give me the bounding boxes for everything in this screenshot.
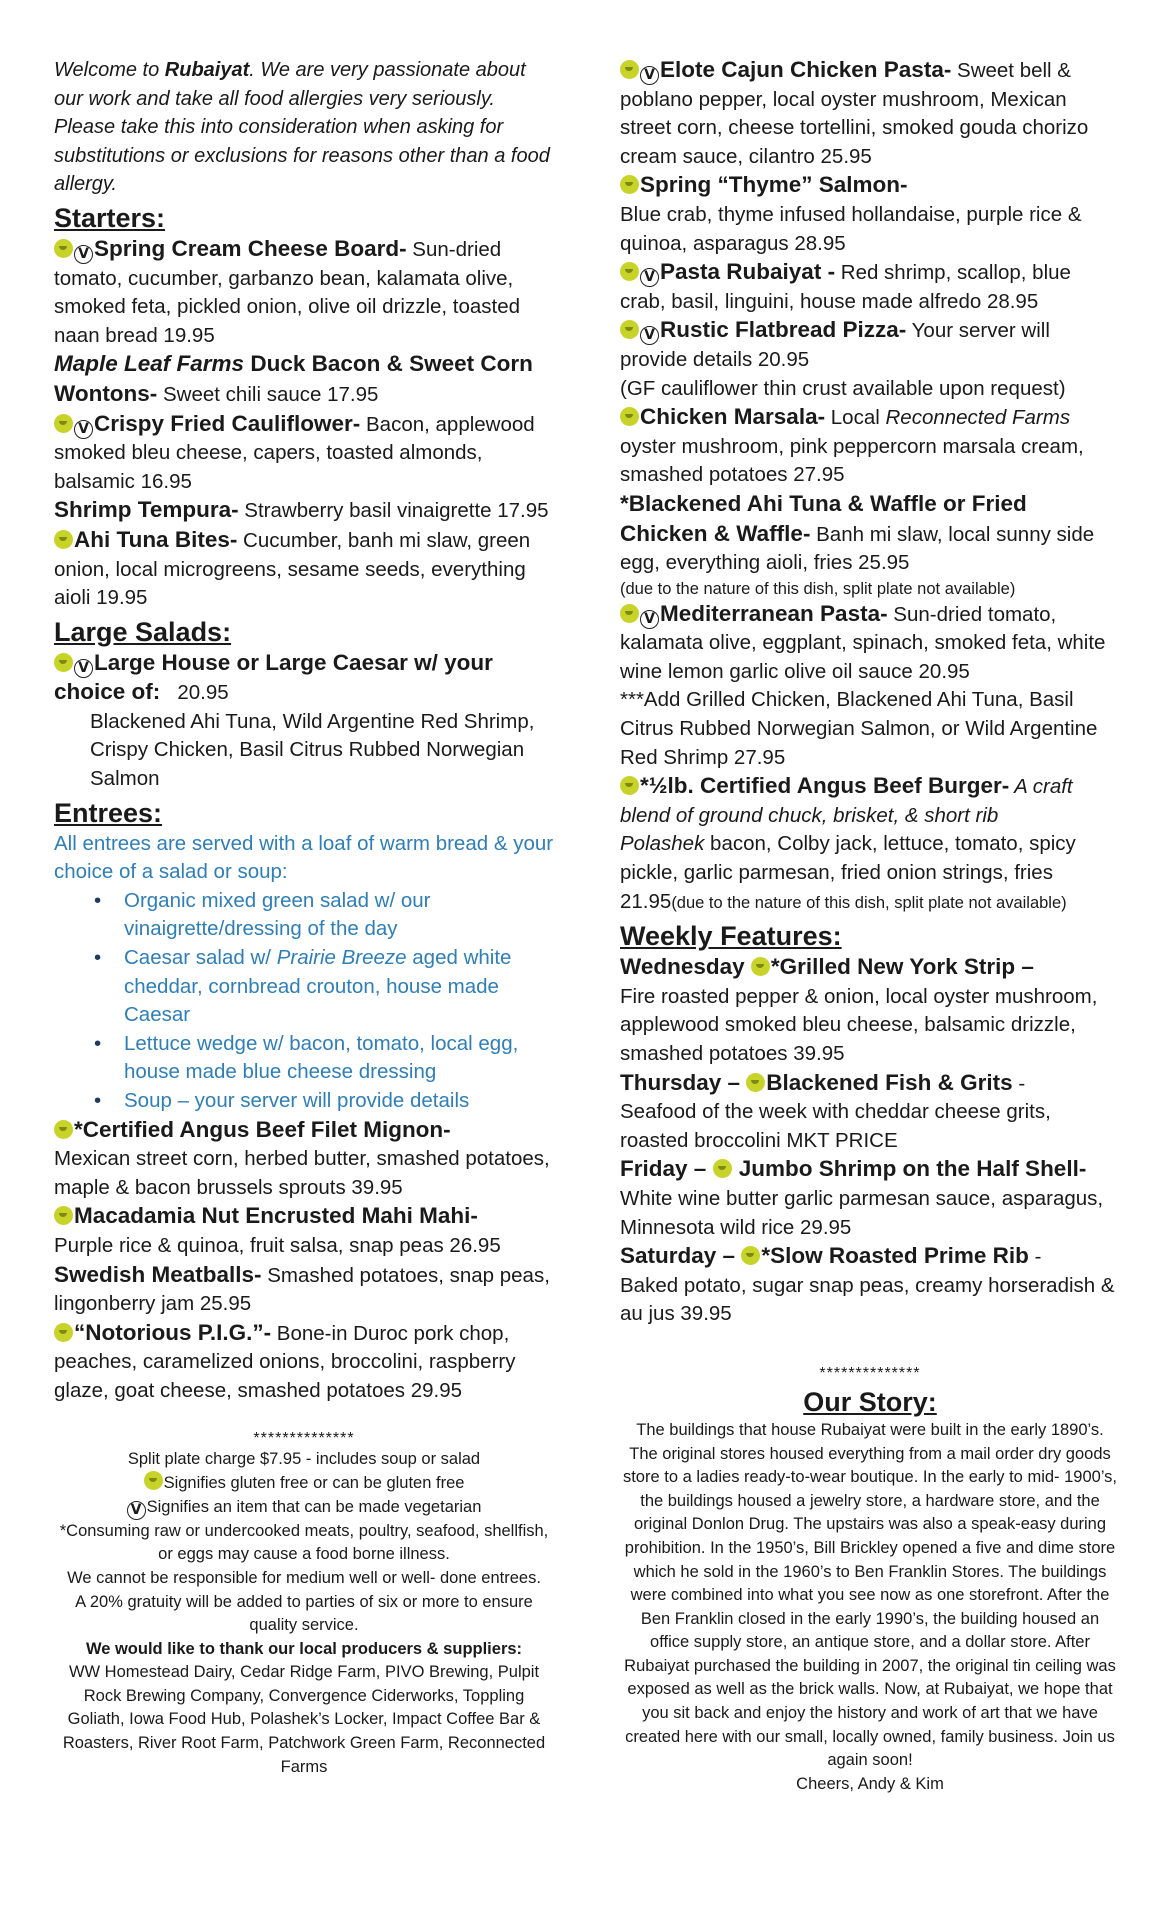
list-item: • Soup – your server will provide details (124, 1087, 554, 1116)
split-plate-note: Split plate charge $7.95 - includes soup or salad (127, 1449, 481, 1468)
divider-stars: ************** (819, 1364, 921, 1382)
menu-item: V Rustic Flatbread Pizza- Your server will provide details 20.95 (GF cauliflower thin crust available upon request) (620, 317, 1066, 400)
menu-item: *Certified Angus Beef Filet Mignon- Mexican street corn, herbed butter, smashed potatoes, maple & bacon brussels sprouts 39.95 (54, 1116, 550, 1199)
gluten-free-icon (144, 1471, 163, 1490)
feature-item: Friday – Jumbo Shrimp on the Half Shell- White wine butter garlic parmesan sauce, asparagus, Minnesota wild rice 29.95 (620, 1156, 1104, 1239)
story-heading: Our Story: (803, 1386, 937, 1417)
gluten-free-icon (620, 175, 639, 194)
features-heading: Weekly Features: (620, 921, 842, 952)
feature-item: Thursday – Blackened Fish & Grits - Seafood of the week with cheddar cheese grits, roasted broccolini MKT PRICE (620, 1069, 1051, 1152)
gf-legend: Signifies gluten free or can be gluten free (54, 1471, 554, 1496)
menu-item: V Mediterranean Pasta- Sun-dried tomato, kalamata olive, eggplant, spinach, smoked feta, white wine lemon garlic olive oil sauce 20.95 ***Add Grilled Chicken, Blackened Ahi Tuna, Basil Citrus Rubbed Norwegian Salmon, or Wild Argentine Red Shrimp 27.95 (620, 600, 1106, 769)
raw-warning: *Consuming raw or undercooked meats, poultry, seafood, shellfish, or eggs may cause a food borne illness. (59, 1521, 549, 1564)
gluten-free-icon (746, 1073, 765, 1092)
menu-item: V Large House or Large Caesar w/ your choice of: 20.95 (54, 649, 493, 705)
gluten-free-icon (54, 414, 73, 433)
gluten-free-icon (741, 1246, 760, 1265)
vegetarian-icon: V (74, 245, 93, 264)
vegetarian-icon: V (640, 268, 659, 287)
gluten-free-icon (620, 776, 639, 795)
thanks-heading: We would like to thank our local producers & suppliers: (85, 1639, 523, 1658)
menu-item: Spring “Thyme” Salmon- Blue crab, thyme infused hollandaise, purple rice & quinoa, asparagus 28.95 (620, 172, 1082, 255)
gluten-free-icon (620, 60, 639, 79)
vegetarian-icon: V (640, 66, 659, 85)
gluten-free-icon (620, 407, 639, 426)
feature-item: Saturday – *Slow Roasted Prime Rib - Baked potato, sugar snap peas, creamy horseradish & au jus 39.95 (620, 1243, 1115, 1326)
divider-stars: ************** (253, 1429, 355, 1447)
gluten-free-icon (54, 1323, 73, 1342)
menu-item: *½lb. Certified Angus Beef Burger- A craft blend of ground chuck, brisket, & short rib Polashek bacon, Colby jack, lettuce, tomato, spicy pickle, garlic parmesan, fried onion strings, fries 21.95(due to the nature of this dish, split plate not available) (620, 773, 1076, 913)
list-item: • Organic mixed green salad w/ our vinaigrette/dressing of the day (124, 887, 554, 944)
menu-item: Ahi Tuna Bites- Cucumber, banh mi slaw, green onion, local microgreens, sesame seeds, everything aioli 19.95 (54, 526, 531, 610)
gluten-free-icon (620, 262, 639, 281)
vegetarian-icon: V (640, 326, 659, 345)
gluten-free-icon (54, 1206, 73, 1225)
gluten-free-icon (54, 653, 73, 672)
vegetarian-icon: V (127, 1501, 146, 1520)
side-options-list (54, 887, 554, 1116)
menu-item: *Blackened Ahi Tuna & Waffle or Fried Chicken & Waffle- Banh mi slaw, local sunny side egg, everything aioli, fries 25.95 (620, 490, 1095, 575)
right-column (620, 56, 1120, 1796)
gluten-free-icon (620, 604, 639, 623)
menu-item: Maple Leaf Farms Duck Bacon & Sweet Corn Wontons- Sweet chili sauce 17.95 (54, 351, 533, 406)
menu-item: Swedish Meatballs- Smashed potatoes, snap peas, lingonberry jam 25.95 (54, 1261, 550, 1316)
gluten-free-icon (620, 320, 639, 339)
menu-item: Chicken Marsala- Local Reconnected Farms oyster mushroom, pink peppercorn marsala cream, smashed potatoes 27.95 (620, 404, 1084, 487)
responsibility-note: We cannot be responsible for medium well or well- done entrees. (67, 1568, 541, 1587)
feature-item: Wednesday *Grilled New York Strip – Fire roasted pepper & onion, local oyster mushroom, applewood smoked bleu cheese, balsamic drizzle, smashed potatoes 39.95 (620, 954, 1098, 1065)
gluten-free-icon (751, 957, 770, 976)
left-column (54, 56, 554, 1779)
menu-item: “Notorious P.I.G.”- Bone-in Duroc pork chop, peaches, caramelized onions, broccolini, raspberry glaze, goat cheese, smashed potatoes 29.95 (54, 1319, 516, 1402)
vegetarian-icon: V (640, 610, 659, 629)
list-item: • Lettuce wedge w/ bacon, tomato, local egg, house made blue cheese dressing (124, 1030, 554, 1087)
gluten-free-icon (54, 530, 73, 549)
gluten-free-icon (713, 1159, 732, 1178)
story-text: The buildings that house Rubaiyat were built in the early 1890’s. The original stores housed everything from a mail order dry goods store to a ladies ready-to-wear boutique. In the early to mid- 1900’s, the buildings housed a jewelry store, a hardware store, and the original Donlon Drug. The upstairs was also a speak-easy during prohibition. In the 1950’s, Bill Brickley opened a five and dime store which he sold in the 1960’s to Ben Franklin Stores. The buildings were combined into what you see now as one storefront. After the Ben Franklin closed in the early 1990’s, the building housed an office supply store, an antique store, and a dollar store. After Rubaiyat purchased the building in 2007, the original tin ceiling was exposed as well as the brick walls. Now, at Rubaiyat, we hope that you sit back and enjoy the history and work of art that we have created here with our small, locally owned, family business. Join us again soon! (622, 1420, 1118, 1770)
menu-item: V Pasta Rubaiyat - Red shrimp, scallop, blue crab, basil, linguini, house made alfredo 28.95 (620, 259, 1071, 313)
entrees-heading: Entrees: (54, 797, 163, 828)
menu-item: V Spring Cream Cheese Board- Sun-dried tomato, cucumber, garbanzo bean, kalamata olive, smoked feta, pickled onion, olive oil drizzle, toasted naan bread 19.95 (54, 235, 521, 347)
suppliers-list: WW Homestead Dairy, Cedar Ridge Farm, PIVO Brewing, Pulpit Rock Brewing Company, Convergence Ciderworks, Toppling Goliath, Iowa Food Hub, Polashek’s Locker, Impact Coffee Bar & Roasters, River Root Farm, Patchwork Green Farm, Reconnected Farms (62, 1663, 546, 1776)
menu-item: V Crispy Fried Cauliflower- Bacon, applewood smoked bleu cheese, capers, toasted almonds, balsamic 16.95 (54, 410, 535, 493)
entrees-note: All entrees are served with a loaf of warm bread & your choice of a salad or soup: (54, 831, 554, 884)
intro-text: Welcome to Rubaiyat. We are very passionate about our work and take all food allergies very seriously. Please take this into consideration when asking for substitutions or exclusions for reasons other than a food allergy. (54, 59, 550, 196)
salads-heading: Large Salads: (54, 616, 232, 647)
menu-item: V Elote Cajun Chicken Pasta- Sweet bell & poblano pepper, local oyster mushroom, Mexican street corn, cheese tortellini, smoked gouda chorizo cream sauce, cilantro 25.95 (620, 57, 1089, 168)
gluten-free-icon (54, 239, 73, 258)
list-item: • Caesar salad w/ Prairie Breeze aged white cheddar, cornbread crouton, house made Caesar (124, 944, 554, 1030)
gluten-free-icon (54, 1120, 73, 1139)
menu-item: Macadamia Nut Encrusted Mahi Mahi- Purple rice & quinoa, fruit salsa, snap peas 26.95 (54, 1203, 501, 1257)
split-plate-warning: (due to the nature of this dish, split plate not available) (620, 579, 1016, 598)
menu-item: Shrimp Tempura- Strawberry basil vinaigrette 17.95 (54, 497, 549, 523)
starters-heading: Starters: (54, 202, 166, 233)
vegetarian-icon: V (74, 420, 93, 439)
salad-options: Blackened Ahi Tuna, Wild Argentine Red Shrimp, Crispy Chicken, Basil Citrus Rubbed Norwegian Salmon (90, 709, 535, 791)
gratuity-note: A 20% gratuity will be added to parties of six or more to ensure quality service. (75, 1592, 533, 1635)
story-signature: Cheers, Andy & Kim (796, 1774, 944, 1793)
veg-legend: V Signifies an item that can be made vegetarian (54, 1496, 554, 1520)
vegetarian-icon: V (74, 659, 93, 678)
